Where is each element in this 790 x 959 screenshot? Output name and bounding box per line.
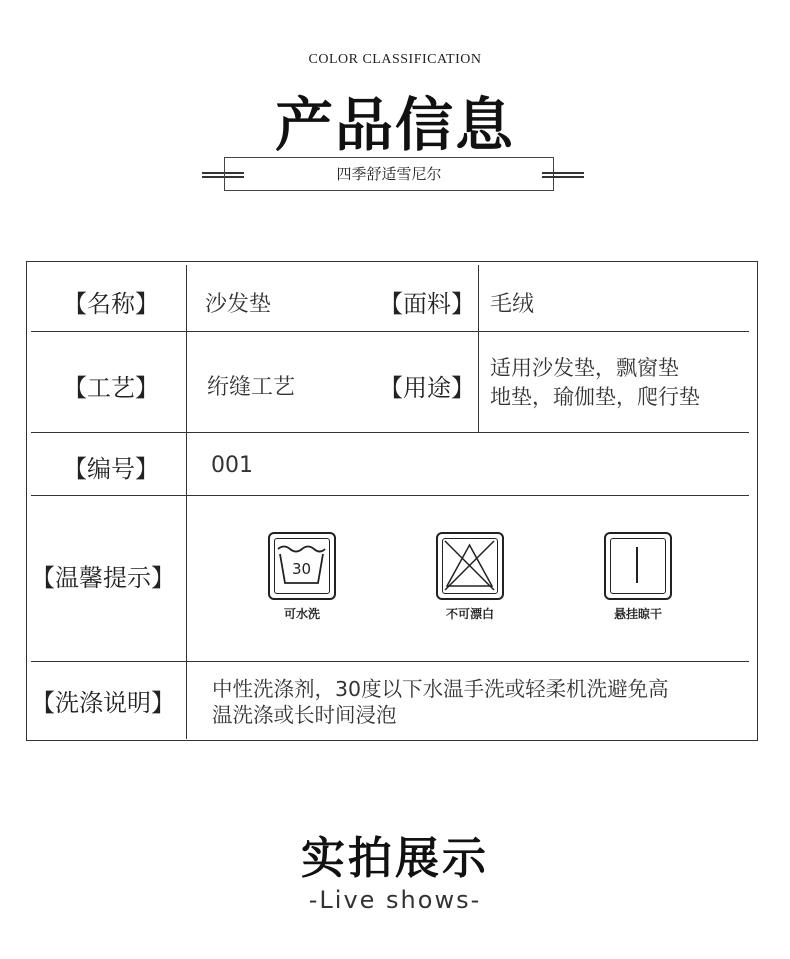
craft-value: 绗缝工艺 xyxy=(207,375,296,400)
craft-label: 【工艺】 xyxy=(63,374,159,402)
product-info-table xyxy=(26,261,758,741)
hang-dry-icon xyxy=(604,532,672,600)
usage-line: 适用沙发垫，飘窗垫 xyxy=(490,356,679,380)
name-value: 沙发垫 xyxy=(205,292,272,317)
wash-temperature: 30 xyxy=(291,560,312,578)
no-bleach-icon xyxy=(436,532,504,600)
care-label-dry: 悬挂晾干 xyxy=(613,607,662,621)
column-divider xyxy=(478,265,479,432)
row-divider xyxy=(31,495,749,496)
tips-label: 【温馨提示】 xyxy=(31,564,175,592)
washtub-icon xyxy=(275,539,328,592)
fabric-value: 毛绒 xyxy=(490,292,535,317)
row-divider xyxy=(31,432,749,433)
triangle-cross-icon xyxy=(443,539,496,592)
code-value: 001 xyxy=(211,453,253,478)
care-label-bleach: 不可漂白 xyxy=(445,607,494,621)
subtitle-banner xyxy=(224,157,554,191)
usage-line: 地垫，瑜伽垫，爬行垫 xyxy=(490,385,700,409)
row-divider xyxy=(31,661,749,662)
section-title: 实拍展示 xyxy=(301,833,489,884)
wash-line: 温洗涤或长时间浸泡 xyxy=(212,703,397,727)
right-double-rule xyxy=(542,172,584,178)
care-label-wash: 可水洗 xyxy=(283,607,320,621)
fabric-label: 【面料】 xyxy=(379,290,475,318)
wash-line: 中性洗涤剂，30度以下水温手洗或轻柔机洗避免高 xyxy=(212,677,669,701)
wash-label: 【洗涤说明】 xyxy=(31,689,175,717)
hand-wash-30-icon xyxy=(268,532,336,600)
code-label: 【编号】 xyxy=(63,455,159,483)
hang-line xyxy=(636,547,638,583)
usage-label: 【用途】 xyxy=(379,374,475,402)
row-divider xyxy=(31,331,749,332)
section-subtitle: -Live shows- xyxy=(308,886,482,914)
section-eyebrow: COLOR CLASSIFICATION xyxy=(308,52,482,67)
usage-value xyxy=(490,354,700,412)
wash-instructions xyxy=(212,676,669,728)
column-divider xyxy=(186,265,187,739)
subtitle-text: 四季舒适雪尼尔 xyxy=(336,165,442,183)
page-title: 产品信息 xyxy=(274,91,515,159)
name-label: 【名称】 xyxy=(63,290,159,318)
